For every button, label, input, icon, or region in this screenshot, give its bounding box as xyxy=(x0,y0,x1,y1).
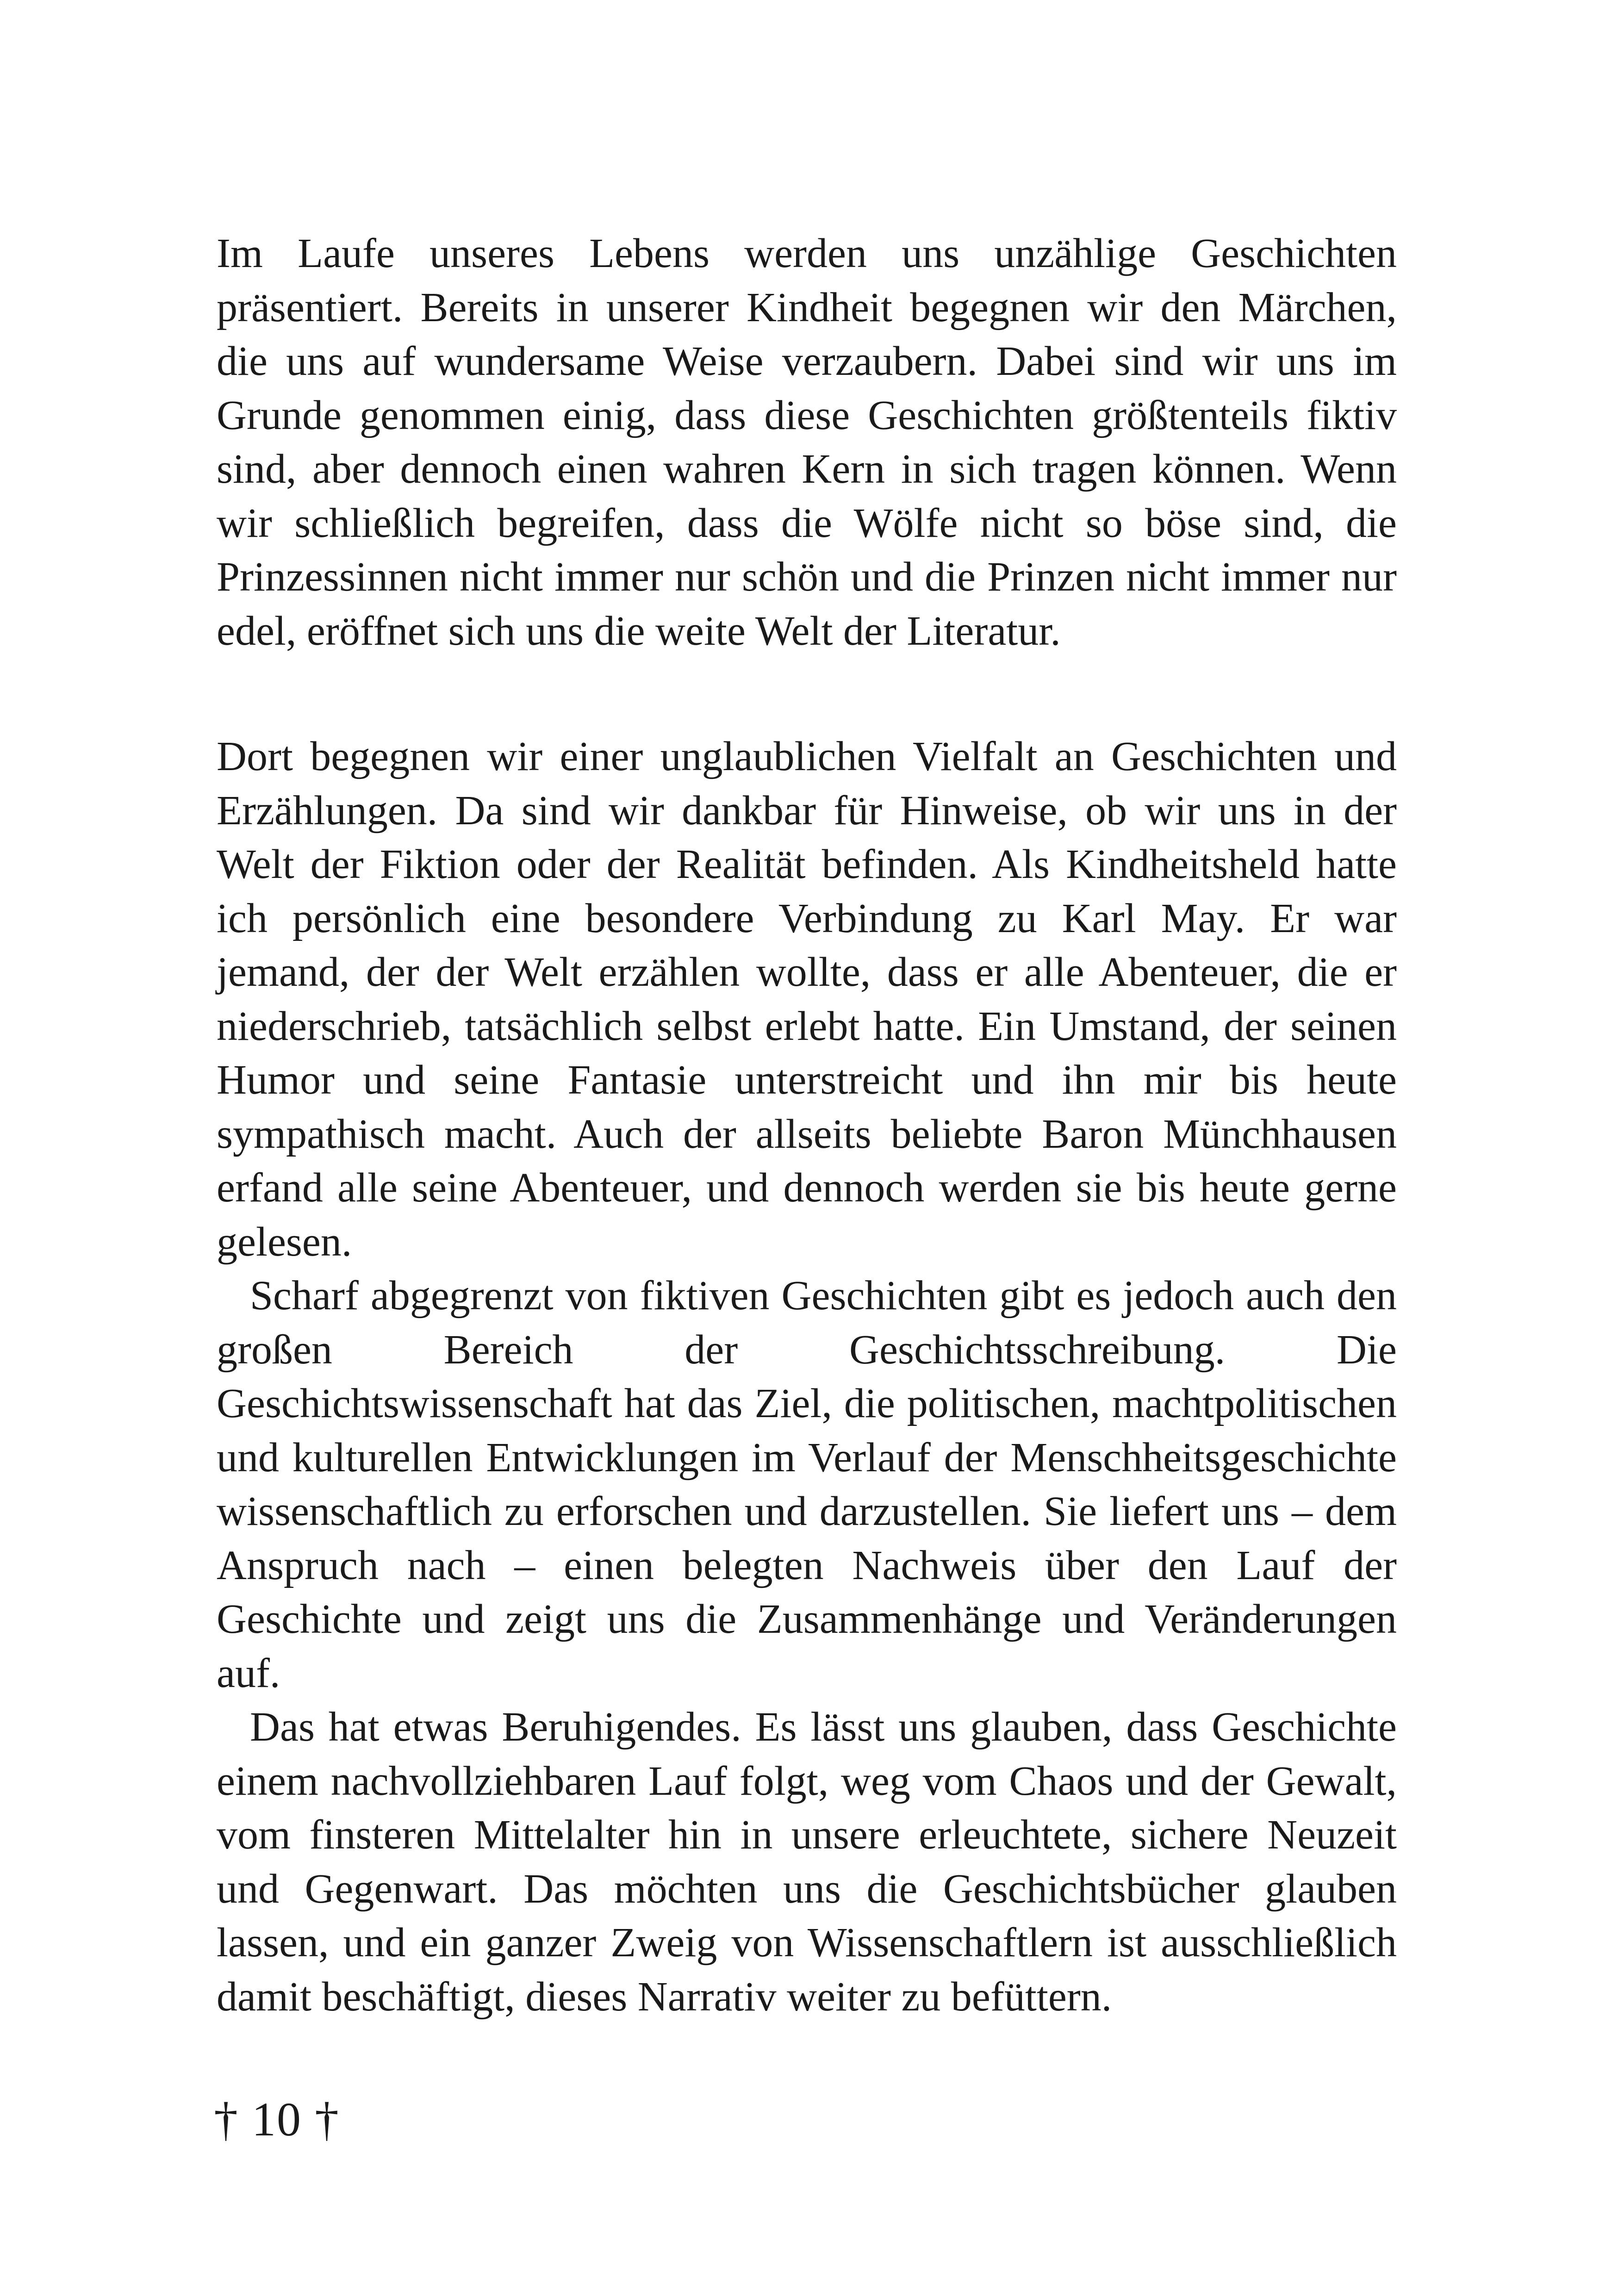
paragraph-4: Das hat etwas Beruhigendes. Es lässt uns glauben, dass Geschichte einem nachvollziehbaren Lauf folgt, weg vom Chaos und der Gewalt, vom finsteren Mittelalter hin in unsere erleuchtete, sichere Neuzeit und Gegenwart. Das möchten uns die Geschichtsbücher glauben lassen, und ein ganzer Zweig von Wissenschaftlern ist ausschließlich damit beschäftigt, dieses Narrativ weiter zu befüttern. xyxy=(217,1704,1397,2020)
paragraph-3: Scharf abgegrenzt von fiktiven Geschichten gibt es jedoch auch den großen Bereich der Geschichtsschreibung. Die Geschichtswissenschaft hat das Ziel, die politischen, machtpolitischen und kulturellen Entwicklungen im Verlauf der Menschheitsgeschichte wissenschaftlich zu erforschen und darzustellen. Sie liefert uns – dem Anspruch nach – einen belegten Nachweis über den Lauf der Geschichte und zeigt uns die Zusammenhänge und Veränderungen auf. xyxy=(217,1273,1397,1696)
paragraph-2: Dort begegnen wir einer unglaublichen Vielfalt an Geschichten und Erzählungen. Da sind wir dankbar für Hinweise, ob wir uns in der Welt der Fiktion oder der Realität befinden. Als Kindheitsheld hatte ich persönlich eine besondere Verbindung zu Karl May. Er war jemand, der der Welt erzählen wollte, dass er alle Abenteuer, die er niederschrieb, tatsächlich selbst erlebt hatte. Ein Umstand, der seinen Humor und seine Fantasie unterstreicht und ihn mir bis heute sympathisch macht. Auch der allseits beliebte Baron Münchhausen erfand alle seine Abenteuer, und dennoch werden sie bis heute gerne gelesen. xyxy=(217,734,1397,1265)
text-section-1 xyxy=(217,227,1397,658)
page-number: † 10 † xyxy=(214,2093,340,2146)
paragraph-1: Im Laufe unseres Lebens werden uns unzählige Geschichten präsentiert. Bereits in unserer Kindheit begegnen wir den Märchen, die uns auf wundersame Weise verzaubern. Dabei sind wir uns im Grunde genommen einig, dass diese Geschichten größtenteils fiktiv sind, aber dennoch einen wahren Kern in sich tragen können. Wenn wir schließlich begreifen, dass die Wölfe nicht so böse sind, die Prinzessinnen nicht immer nur schön und die Prinzen nicht immer nur edel, eröffnet sich uns die weite Welt der Literatur. xyxy=(217,230,1397,654)
text-section-2 xyxy=(217,730,1397,2024)
